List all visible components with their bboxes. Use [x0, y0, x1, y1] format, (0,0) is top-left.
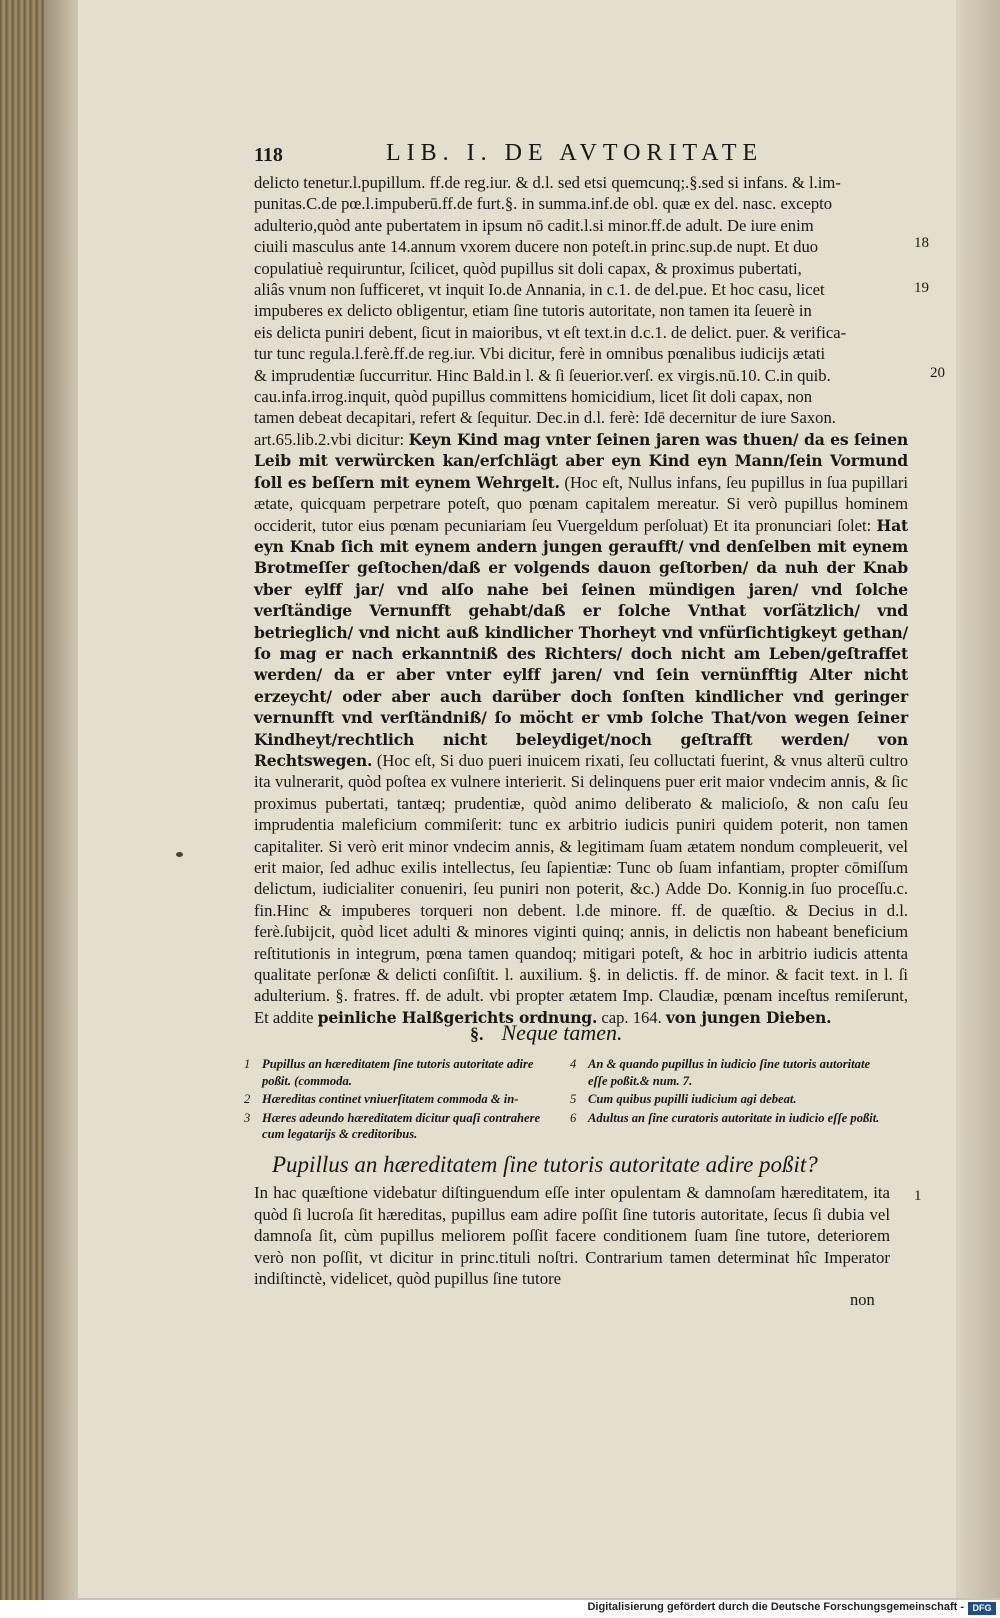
summary-text: Hæres adeundo hæreditatem dicitur quaſi contrahere cum legatarijs & creditoribus.: [262, 1110, 541, 1141]
summary-text: Adultus an ſine curatoris autoritate in iudicio eſſe poßit.: [588, 1110, 880, 1125]
summary-text: Cum quibus pupilli iudicium agi debeat.: [588, 1092, 797, 1106]
main-text: [254, 172, 908, 1028]
text-line: tamen debeat decapitari, refert & ſequitur. Dec.in d.l. ferè: Idē decernitur de iure Saxon.: [254, 408, 836, 428]
summary-item: [244, 1056, 559, 1089]
summary-column-right: [570, 1056, 885, 1128]
summary-text: Hæreditas continet vniuerſitatem commoda & in-: [262, 1092, 519, 1106]
section-mark: §.: [470, 1024, 484, 1044]
text-line: punitas.C.de pœ.l.impuberū.ff.de furt.§. in summa.inf.de obl. quæ ex del. nasc. excepto: [254, 194, 833, 214]
text-line: ciuili masculus ante 14.annum vxorem ducere non poteſt.in princ.sup.de nupt. Et duo: [254, 237, 819, 257]
margin-number: 20: [930, 365, 945, 381]
folio-number: 118: [254, 144, 283, 166]
chapter-ref: cap. 164.: [601, 1007, 662, 1027]
summary-column-left: [244, 1056, 559, 1145]
text-line: art.65.lib.2.vbi dicitur:: [254, 429, 405, 449]
margin-number: 19: [914, 280, 929, 296]
summary-item: [570, 1056, 885, 1089]
summary-item: [244, 1110, 559, 1143]
text-line: copulatiuè requiruntur, ſcilicet, quòd pupillus sit doli capax, & proximus pubertati,: [254, 258, 802, 278]
page-header: [254, 140, 854, 174]
text-line: aliâs vnum non ſufficeret, vt inquit Io.de Annania, in c.1. de del.pue. Et hoc casu, licet: [254, 280, 825, 300]
summary-item: [570, 1110, 885, 1127]
summary-text: An & quando pupillus in iudicio ſine tutoris autoritate eſſe poßit.& num. 7.: [588, 1057, 871, 1088]
ink-stain: [176, 852, 183, 857]
dfg-logo: DFG: [968, 1602, 996, 1615]
spine-shadow: [44, 0, 78, 1600]
latin-gloss-1: (Hoc eſt, Nullus infans, ſeu pupillus in ſua pupillari ætate, quicquam perpetrare poteſt, quo pœnam capitalem mereatur. Si verò pupillus hominem occiderit, tutor eius pœnam pecuniariam ſeu Vuergeldum perſoluat) Et ita pronunciari ſolet:: [254, 472, 908, 535]
footer-credit: Digitalisierung gefördert durch die Deutsche Forschungsgemeinschaft -: [587, 1601, 964, 1613]
section-title: Neque tamen.: [501, 1020, 623, 1045]
text-line: cau.infa.irrog.inquit, quòd pupillus committens homicidium, licet ſit doli capax, non: [254, 387, 813, 407]
summary-number: 5: [570, 1092, 577, 1106]
text-line: eis delicta puniri debent, ſicut in maioribus, vt eſt text.in d.c.1. de delict. puer. & verifica-: [254, 322, 847, 342]
answer-text: In hac quæſtione videbatur diſtinguendum eſſe inter opulentam & damnoſam hæreditatem, ita quòd ſi lucroſa ſit hæreditas, pupillus eam adire poſſit ſine tutoris autoritate, ſecus ſi dubia vel damnoſa ſit, cùm pupillus meliorem poſſit facere conditionem ſuam ſine tutore, deteriorem verò non poſſit, vt dicitur in princ.tituli noſtri. Contrarium tamen determinat hîc Imperator indiſtinctè, videlicet, quòd pupillus ſine tutore: [254, 1183, 890, 1289]
margin-number: 18: [914, 235, 929, 251]
summary-text: Pupillus an hæreditatem ſine tutoris autoritate adire poßit. (commoda.: [262, 1057, 534, 1088]
section-heading: [470, 1020, 770, 1046]
page-edges: [0, 0, 44, 1600]
summary-item: [570, 1091, 885, 1108]
text-line: tur tunc regula.l.ferè.ff.de reg.iur. Vbi dicitur, ferè in omnibus pœnalibus iudicijs ætati: [254, 344, 826, 364]
text-line: impuberes ex delicto obligentur, etiam ſine tutoris autoritate, non tamen ita ſeuerè in: [254, 301, 812, 321]
digitization-footer: [0, 1600, 1000, 1618]
summary-number: 3: [244, 1110, 251, 1125]
page-fold: [956, 0, 1000, 1598]
text-line: delicto tenetur.l.pupillum. ff.de reg.iur. & d.l. sed etsi quemcunq;.§.sed si infans. & l.im-: [254, 173, 841, 192]
margin-number: 1: [914, 1188, 922, 1204]
german-quote-1: Keyn Kind mag vnter ſeinen jaren was thuen/ da es ſeinen Leib mit verwürcken kan/erſchlägt aber eyn Kind eyn Mann/ſein Vormund ſoll es beſſern mit eynem Wehrgelt.: [254, 429, 908, 492]
question-heading: Pupillus an hæreditatem ſine tutoris autoritate adire poßit?: [272, 1152, 818, 1177]
text-paragraph: [254, 429, 908, 1028]
summary-number: 1: [244, 1057, 251, 1071]
german-title: peinliche Halßgerichts ordnung.: [317, 1007, 598, 1027]
latin-gloss-2: (Hoc eſt, Si duo pueri inuicem rixati, ſeu colluctati fuerint, & vnus alterū cultro ita vulnerarit, quòd poſtea ex vulnere interierit. Si delinquens puer erit maior vndecim annis, & ſic proximus pubertati, tantæq; prudentiæ, quòd animo deliberato & malicioſo, & non caſu ſeu imprudentia maleficium commiſerit: tunc ex arbitrio iudicis puniri quidem poterit, non tamen capitaliter. Si verò erit minor vndecim annis, & legitimam ſuam ætatem nondum compleuerit, vel erit maior, ſed adhuc exilis intellectus, ſeu ſapientiæ: Tunc ob ſuam infantiam, propter cōmiſſum delictum, iudicialiter conueniri, ſeu puniri non poterit, &c.) Adde Do. Konnig.in ſuo proceſſu.c. fin.Hinc & impuberes torqueri non debent. l.de minore. ff. de quæſtio. & Decius in d.l. ferè.ſubijcit, quòd licet adulti & minores viginti quinq; annis, in delictis non habeant beneficium reſtitutionis in integrum, pœna tamen quandoq; mitigari poteſt, & hoc in arbitrio iudicis attenta qualitate perſonæ & delicti conſiſtit. l. auxilium. §. in delictis. ff. de minor. & facit text. in l. ſi adulterium. §. fratres. ff. de adult. vbi propter ætatem Imp. Claudiæ, pœnam inceſtus remiſerunt, Et addite: [254, 750, 908, 1027]
german-chapter-title: von jungen Dieben.: [665, 1007, 832, 1027]
text-line: & imprudentiæ ſuccurritur. Hinc Bald.in l. & ſi ſeuerior.verſ. ex virgis.nū.10. C.in quib.: [254, 365, 831, 385]
running-title: LIB. I. DE AVTORITATE: [386, 140, 764, 166]
summary-item: [244, 1091, 559, 1108]
german-quote-2: Hat eyn Knab ſich mit eynem andern jungen geraufft/ vnd denſelben mit eynem Brotmeſſer geſtochen/daß er volgends dauon geſtorben/ da nuh der Knab vber eylff jar/ vnd alſo nahe bei ſeinen mündigen jaren/ vnd ſolche verſtändige Vernunfft gehabt/daß er ſolche Vnthat vorſätzlich/ vnd betrieglich/ vnd nicht auß kindlicher Thorheyt vnd vnfürſichtigkeyt gethan/ ſo mag er nach erkanntniß des Richters/ doch nicht am Leben/geſtraffet werden/ da er aber vnter eylff jaren/ vnd ſein vernünfftig Alter nicht erzeycht/ oder aber auch darüber doch ſonſten kindlicher vnd geringer vernunfft vnd verſtändniß/ ſo möcht er vmb ſolche That/von wegen ſeiner Kindheyt/rechtlich nicht beleydiget/noch geſtrafft werden/ von Rechtswegen.: [254, 515, 908, 770]
catchword: non: [850, 1290, 875, 1309]
summary-number: 6: [570, 1110, 577, 1125]
summary-number: 4: [570, 1057, 577, 1071]
summary-number: 2: [244, 1092, 251, 1106]
text-line: adulterio,quòd ante pubertatem in ipsum nō cadit.l.si minor.ff.de adult. De iure enim: [254, 215, 814, 235]
